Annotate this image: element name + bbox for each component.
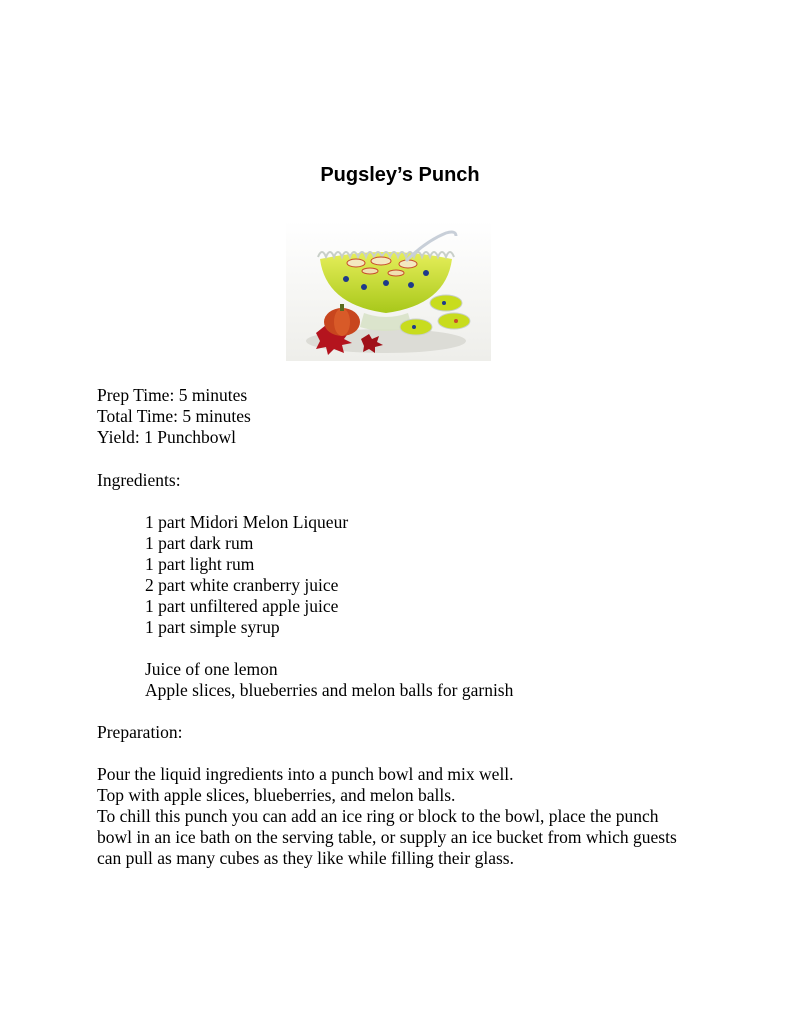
ingredient-item: 1 part unfiltered apple juice (145, 596, 339, 616)
preparation-line: Top with apple slices, blueberries, and melon balls. (97, 785, 456, 805)
preparation-line: To chill this punch you can add an ice ring or block to the bowl, place the punch (97, 806, 659, 826)
prep-time: Prep Time: 5 minutes (97, 385, 248, 405)
punch-bowl-photo (286, 221, 491, 361)
total-time: Total Time: 5 minutes (97, 406, 251, 426)
preparation-heading: Preparation: (97, 722, 183, 742)
ingredient-item: 1 part dark rum (145, 533, 254, 553)
preparation-body (97, 764, 677, 869)
garnish-item: Apple slices, blueberries and melon balls for garnish (145, 680, 514, 700)
preparation-line: can pull as many cubes as they like while filling their glass. (97, 848, 514, 868)
ingredients-heading: Ingredients: (97, 470, 181, 490)
ingredients-list (145, 512, 348, 638)
ingredient-item: 1 part Midori Melon Liqueur (145, 512, 349, 532)
ingredient-item: 2 part white cranberry juice (145, 575, 339, 595)
ingredient-item: 1 part light rum (145, 554, 255, 574)
garnish-list (145, 659, 513, 701)
yield: Yield: 1 Punchbowl (97, 427, 237, 447)
recipe-meta (97, 385, 251, 448)
garnish-item: Juice of one lemon (145, 659, 278, 679)
ingredient-item: 1 part simple syrup (145, 617, 280, 637)
preparation-line: Pour the liquid ingredients into a punch bowl and mix well. (97, 764, 514, 784)
preparation-line: bowl in an ice bath on the serving table, or supply an ice bucket from which guests (97, 827, 677, 847)
recipe-title: Pugsley’s Punch (320, 164, 480, 186)
